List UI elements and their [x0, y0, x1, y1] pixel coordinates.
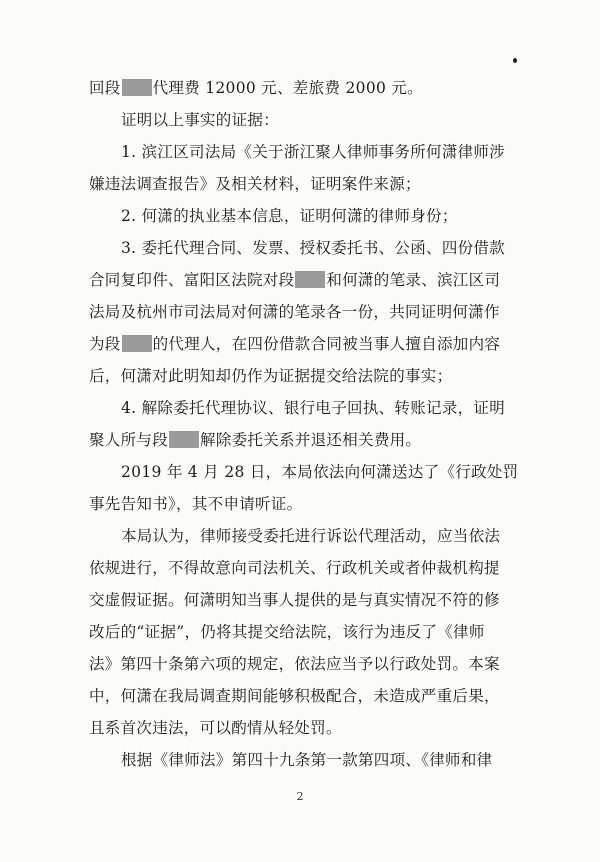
text-line: 事先告知书》，其不申请听证。	[89, 495, 303, 513]
text-line: 且系首次违法，可以酌情从轻处罚。	[89, 719, 342, 737]
text-line: 交虚假证据。何潇明知当事人提供的是与真实情况不符的修	[89, 591, 500, 609]
text-line: 改后的“证据”，仍将其提交给法院，该行为违反了《律师	[89, 623, 485, 641]
text-line: 根据《律师法》第四十九条第一款第四项、《律师和律	[121, 751, 493, 769]
page-number: 2	[296, 790, 304, 803]
text-line: 回段 代理费 12000 元、差旅费 2000 元。	[89, 79, 423, 97]
text-line: 法》第四十条第六项的规定，依法应当予以行政处罚。本案	[89, 655, 500, 673]
redaction-block	[122, 335, 152, 352]
text-line: 1. 滨江区司法局《关于浙江聚人律师事务所何潇律师涉	[121, 143, 506, 161]
text-line: 证明以上事实的证据：	[121, 111, 280, 129]
text-line: 为段 的代理人，在四份借款合同被当事人擅自添加内容	[89, 335, 501, 353]
redaction-block	[295, 271, 325, 288]
text-line: 4. 解除委托代理协议、银行电子回执、转账记录，证明	[121, 399, 506, 417]
text-line: 合同复印件、富阳区法院对段 和何潇的笔录、滨江区司	[89, 271, 501, 289]
text-line: 聚人所与段 解除委托关系并退还相关费用。	[89, 431, 422, 449]
text-line: 2019 年 4 月 28 日，本局依法向何潇送达了《行政处罚	[121, 463, 519, 481]
text-line: 3. 委托代理合同、发票、授权委托书、公函、四份借款	[121, 239, 506, 257]
text-line: 2. 何潇的执业基本信息，证明何潇的律师身份；	[121, 207, 458, 225]
text-line: 中，何潇在我局调查期间能够积极配合，未造成严重后果，	[89, 687, 500, 705]
scan-speck	[513, 58, 517, 63]
text-line: 依规进行，不得故意向司法机关、行政机关或者仲裁机构提	[89, 559, 500, 577]
text-line: 本局认为，律师接受委托进行诉讼代理活动，应当依法	[121, 527, 501, 545]
redaction-block	[169, 431, 199, 448]
text-line: 后，何潇对此明知却仍作为证据提交给法院的事实；	[89, 367, 453, 385]
redaction-block	[122, 79, 152, 96]
text-line: 嫌违法调查报告》及相关材料，证明案件来源；	[89, 175, 421, 193]
text-line: 法局及杭州市司法局对何潇的笔录各一份，共同证明何潇作	[89, 303, 500, 321]
